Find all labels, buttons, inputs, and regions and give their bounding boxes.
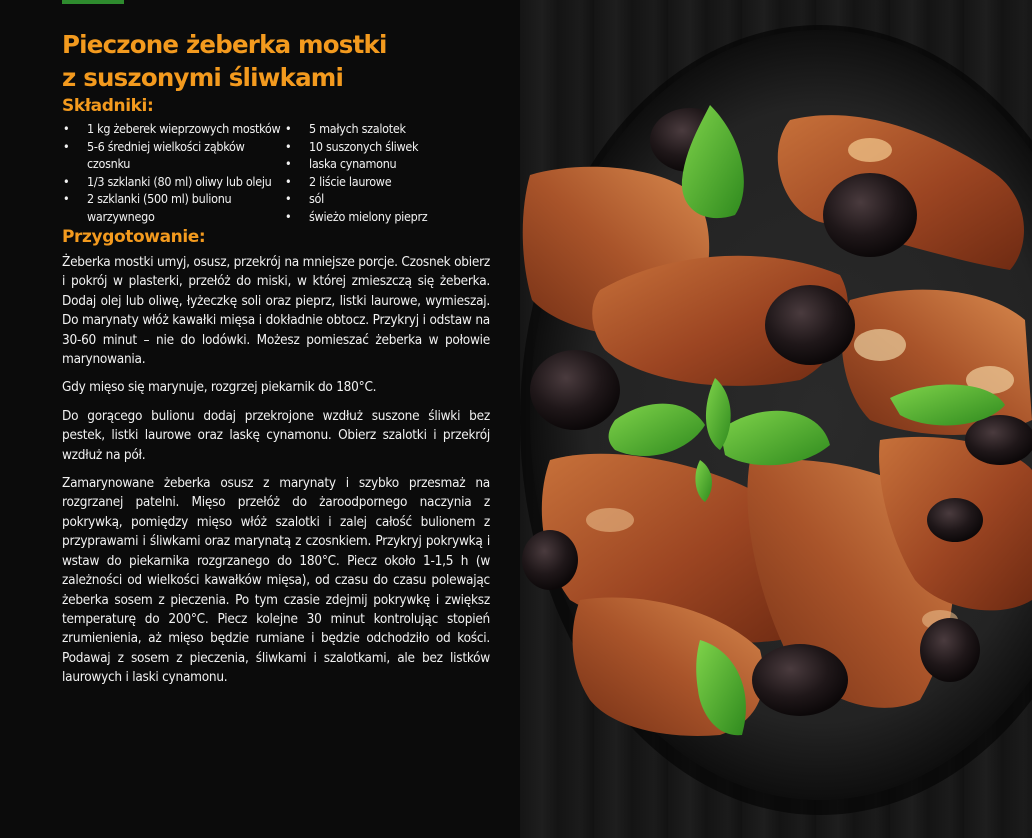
ingredient-item: • 2 szklanki (500 ml) bulionu warzywnego [62, 190, 284, 225]
ingredient-item: • laska cynamonu [284, 155, 490, 173]
ingredients-list [62, 120, 490, 225]
ingredient-item: • 10 suszonych śliwek [284, 138, 490, 156]
prune [522, 530, 578, 590]
preparation-step: Zamarynowane żeberka osusz z marynaty i szybko przesmaż na rozgrzanej patelni. Mięso przełóż do żaroodpornego naczynia z pokrywką, pomiędzy mięso włóż szalotki i zalej całość bulionem z przyprawami i śliwkami oraz marynatą z czosnkiem. Przykryj pokrywką i wstaw do piekarnika rozgrzanego do 180°C. Piecz około 1-1,5 h (w zależności od wielkości kawałków mięsa), od czasu do czasu polewając żeberka sosem z pieczenia. Po tym czasie zdejmij pokrywkę i zwiększ temperaturę do 200°C. Piecz kolejne 30 minut kontrolując stopień zrumienienia, aż mięso będzie rumiane i będzie odchodziło od kości. Podawaj z sosem z pieczenia, śliwkami i szalotkami, ale bez listków laurowych i laski cynamonu. [62, 475, 490, 686]
shallot [586, 508, 634, 532]
ingredient-item: • świeżo mielony pieprz [284, 208, 490, 226]
preparation-step: Gdy mięso się marynuje, rozgrzej piekarnik do 180°C. [62, 379, 377, 396]
recipe-text-column [62, 28, 490, 697]
ingredient-item: • 2 liście laurowe [284, 173, 490, 191]
accent-bar [62, 0, 124, 4]
ingredient-item: • 5-6 średniej wielkości ząbków czosnku [62, 138, 284, 173]
food-photo [520, 0, 1032, 838]
prune [823, 173, 917, 257]
ingredients-heading: Składniki: [62, 96, 154, 116]
ingredient-item: • 1 kg żeberek wieprzowych mostków [62, 120, 284, 138]
shallot [854, 329, 906, 361]
recipe-title [62, 28, 490, 94]
food-photo-illustration [520, 0, 1032, 838]
prune [530, 350, 620, 430]
ingredient-item: • sól [284, 190, 490, 208]
preparation-step: Do gorącego bulionu dodaj przekrojone wzdłuż suszone śliwki bez pestek, listki laurowe oraz laskę cynamonu. Obierz szalotki i przekrój wzdłuż na pół. [62, 407, 490, 463]
prune [752, 644, 848, 716]
ingredients-column-2 [284, 120, 490, 225]
recipe-title-line-2: z suszonymi śliwkami [62, 63, 344, 92]
recipe-title-line-1: Pieczone żeberka mostki [62, 30, 387, 59]
prune [920, 618, 980, 682]
shallot [848, 138, 892, 162]
ingredient-item: • 1/3 szklanki (80 ml) oliwy lub oleju [62, 173, 284, 191]
prune [927, 498, 983, 542]
preparation-step: Żeberka mostki umyj, osusz, przekrój na mniejsze porcje. Czosnek obierz i pokrój w plasterki, przełóż do miski, w której zmieszczą się żeberka. Dodaj olej lub oliwę, łyżeczkę soli oraz pieprz, listki laurowe, wymieszaj. Do marynaty włóż kawałki mięsa i dokładnie obtocz. Przykryj i odstaw na 30-60 minut – nie do lodówki. Możesz pomieszać żeberka w połowie marynowania. [62, 254, 490, 368]
preparation-steps [62, 253, 490, 688]
preparation-heading: Przygotowanie: [62, 227, 206, 247]
ingredient-item: • 5 małych szalotek [284, 120, 490, 138]
prune [965, 415, 1032, 465]
ingredients-column-1 [62, 120, 284, 225]
prune [765, 285, 855, 365]
